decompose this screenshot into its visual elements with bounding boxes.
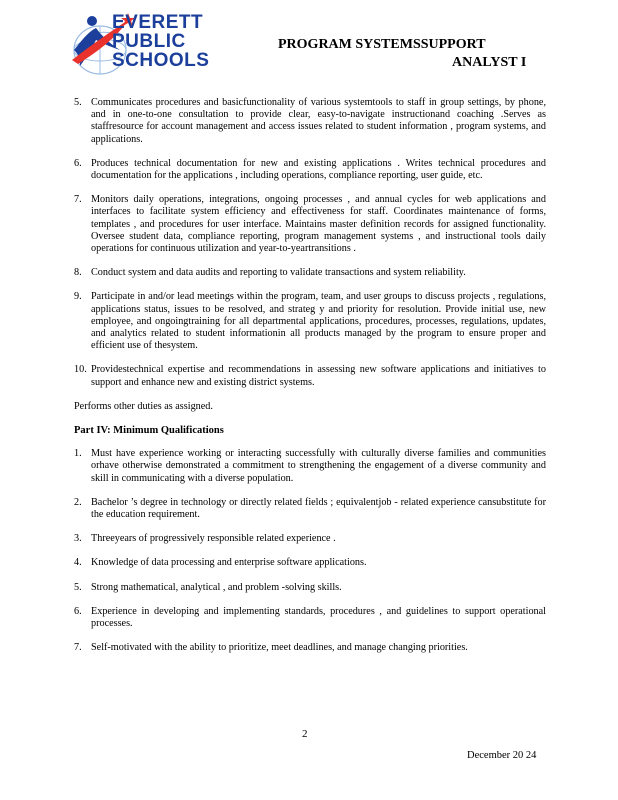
qualification-number: 3. xyxy=(74,533,82,545)
section-heading: Part IV: Minimum Qualifications xyxy=(74,425,224,437)
qualification-number: 2. xyxy=(74,496,82,508)
duty-number: 5. xyxy=(74,97,82,108)
qualification-text: Strong mathematical, analytical , and problem -solving skills. xyxy=(91,581,342,593)
document-title-line-2: ANALYST I xyxy=(452,55,527,70)
qualification-number: 7. xyxy=(74,642,82,654)
qualification-number: 4. xyxy=(74,557,82,569)
qualification-item xyxy=(74,497,546,521)
duty-number: 7. xyxy=(74,194,82,206)
logo-line-3: SCHOOLS xyxy=(112,50,210,71)
qualification-item xyxy=(74,533,546,545)
logo-line-2: PUBLIC xyxy=(112,31,186,52)
qualification-text: Must have experience working or interacting successfully with culturally diverse families and communities orhave otherwise demonstrated a commitment to strengthening the engagement of a diverse community and skill in communicating with a diverse population. xyxy=(91,448,546,484)
duty-item xyxy=(74,267,546,279)
logo-text xyxy=(112,13,209,70)
qualification-number: 5. xyxy=(74,581,82,593)
other-duties-text: Performs other duties as assigned. xyxy=(74,400,213,412)
page-number: 2 xyxy=(302,728,308,740)
duty-text: Conduct system and data audits and reporting to validate transactions and system reliability. xyxy=(91,267,466,279)
duty-item xyxy=(74,291,546,352)
duty-number: 10. xyxy=(74,364,87,376)
qualification-number: 6. xyxy=(74,605,82,617)
duty-text: Communicates procedures and basicfunctionality of various systemtools to staff in group settings, by phone, and in one-to-one consultation to provide clear, easy-to-navigate instructionand coaching .Serves as staffresource for account management and access issues related to student information , program systems, and applications. xyxy=(91,97,546,145)
document-title-line-1: PROGRAM SYSTEMSSUPPORT xyxy=(278,37,486,52)
qualification-item xyxy=(74,557,546,569)
duty-text: Produces technical documentation for new and existing applications . Writes technical procedures and documentation for the applications , including operations, compliance reporting, user guide, etc. xyxy=(91,157,546,182)
qualification-number: 1. xyxy=(74,448,82,460)
duty-number: 6. xyxy=(74,157,82,169)
qualification-item xyxy=(74,448,546,485)
qualification-text: Experience in developing and implementing standards, procedures , and guidelines to support operational processes. xyxy=(91,605,546,630)
qualification-item xyxy=(74,606,546,630)
qualification-item xyxy=(74,642,546,654)
qualification-text: Knowledge of data processing and enterprise software applications. xyxy=(91,557,367,569)
duty-item xyxy=(74,158,546,182)
duty-number: 9. xyxy=(74,291,82,303)
qualification-item xyxy=(74,582,546,594)
footer-date: December 20 24 xyxy=(467,750,537,761)
qualification-text: Threeyears of progressively responsible related experience . xyxy=(91,533,336,545)
duty-item xyxy=(74,194,546,255)
duty-number: 8. xyxy=(74,267,82,279)
qualification-text: Bachelor ’s degree in technology or directly related fields ; equivalentjob - related experience cansubstitute for the education requirement. xyxy=(91,496,546,521)
logo-line-1: EVERETT xyxy=(112,12,204,33)
document-body xyxy=(74,97,546,667)
duty-text: Providestechnical expertise and recommendations in assessing new software applications and initiatives to support and enhance new and existing district systems. xyxy=(91,364,546,388)
qualification-text: Self-motivated with the ability to prioritize, meet deadlines, and manage changing priorities. xyxy=(91,642,468,654)
duty-text: Monitors daily operations, integrations, ongoing processes , and annual cycles for web applications and interfaces to facilitate system efficiency and effectiveness for staff. Coordinates maintenance of forms, templates , and procedures for user interface. Maintains master definition records for assigned functionality. Oversee student data, compliance reporting, program management systems , and instructional tools daily operations for continuous utilization and year-to-yeartransitions . xyxy=(91,194,546,255)
duty-item xyxy=(74,364,546,388)
duty-text: Participate in and/or lead meetings within the program, team, and user groups to discuss projects , regulations, applications status, issues to be resolved, and strateg y and priority for resolution. Provide initial use, new employee, and ongoingtraining for all departmental applications, procedures, processes, regulations, updates, and analytics related to student informationin all products managed by the program to ensure proper and efficient use of thesystem. xyxy=(91,291,546,352)
duty-item xyxy=(74,97,546,146)
